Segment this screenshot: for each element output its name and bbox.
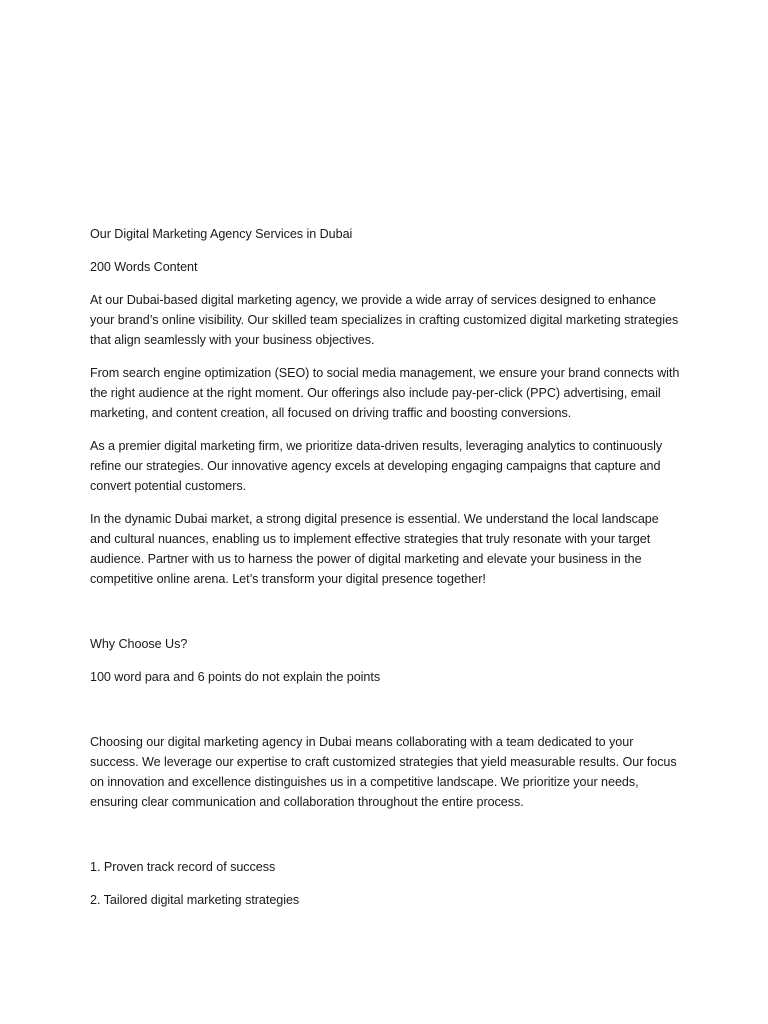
document-page <box>90 224 682 910</box>
list-item: 2. Tailored digital marketing strategies <box>90 893 300 907</box>
list-item: 1. Proven track record of success <box>90 860 276 874</box>
content-note: 100 word para and 6 points do not explain the points <box>90 670 381 684</box>
content-note: 200 Words Content <box>90 260 198 274</box>
document-title: Our Digital Marketing Agency Services in Dubai <box>90 227 353 241</box>
paragraph-why-choose: Choosing our digital marketing agency in Dubai means collaborating with a team dedicated to your success. We leverage our expertise to craft customized strategies that yield measurable results. Our focus on innovation and excellence distinguishes us in a competitive landscape. We prioritize your needs, ensuring clear communication and collaboration throughout the entire process. <box>90 735 677 809</box>
paragraph-intro: At our Dubai-based digital marketing agency, we provide a wide array of services designed to enhance your brand’s online visibility. Our skilled team specializes in crafting customized digital marketing strategies that align seamlessly with your business objectives. <box>90 293 679 347</box>
paragraph-services: From search engine optimization (SEO) to social media management, we ensure your brand connects with the right audience at the right moment. Our offerings also include pay-per-click (PPC) advertising, email marketing, and content creation, all focused on driving traffic and boosting conversions. <box>90 366 680 420</box>
paragraph-market: In the dynamic Dubai market, a strong digital presence is essential. We understand the local landscape and cultural nuances, enabling us to implement effective strategies that truly resonate with your target audience. Partner with us to harness the power of digital marketing and elevate your business in the competitive online arena. Let’s transform your digital presence together! <box>90 512 659 586</box>
paragraph-results: As a premier digital marketing firm, we prioritize data-driven results, leveraging analytics to continuously refine our strategies. Our innovative agency excels at developing engaging campaigns that capture and convert potential customers. <box>90 439 663 493</box>
section-heading: Why Choose Us? <box>90 637 188 651</box>
